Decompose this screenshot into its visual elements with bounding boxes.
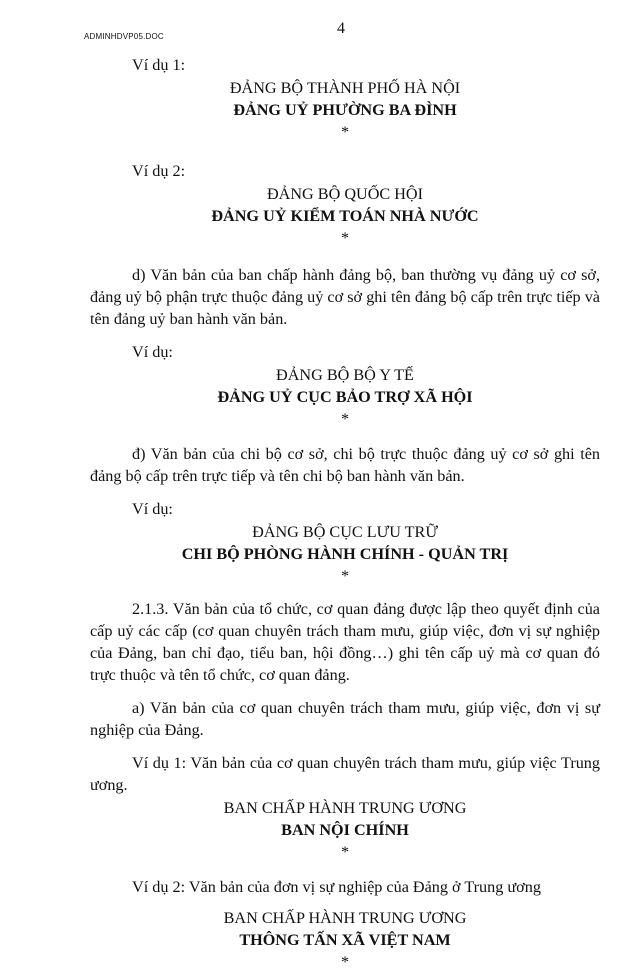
body-paragraph: a) Văn bản của cơ quan chuyên trách tham mưu, giúp việc, đơn vị sự nghiệp của Đảng.: [90, 699, 600, 739]
org-heading-parent: ĐẢNG BỘ QUỐC HỘI: [266, 185, 424, 203]
org-heading-parent: BAN CHẤP HÀNH TRUNG ƯƠNG: [223, 909, 467, 927]
org-heading-parent: BAN CHẤP HÀNH TRUNG ƯƠNG: [223, 799, 467, 817]
org-heading-issuer: ĐẢNG UỶ KIỂM TOÁN NHÀ NƯỚC: [211, 207, 479, 225]
example-label: Ví dụ:: [132, 343, 173, 361]
heading-star: *: [340, 843, 350, 861]
example-label: Ví dụ 1:: [132, 56, 186, 74]
example-label: Ví dụ:: [132, 500, 173, 518]
heading-star: *: [340, 123, 350, 141]
example-label: Ví dụ 2:: [132, 162, 186, 180]
org-heading: [90, 521, 600, 587]
org-heading-issuer: ĐẢNG UỶ CỤC BẢO TRỢ XÃ HỘI: [217, 388, 473, 406]
page-number: 4: [337, 20, 345, 37]
org-heading: [90, 907, 600, 973]
heading-star: *: [340, 567, 350, 585]
org-heading-issuer: THÔNG TẤN XÃ VIỆT NAM: [239, 931, 451, 949]
heading-star: *: [340, 410, 350, 428]
org-heading: [90, 364, 600, 430]
heading-star: *: [340, 229, 350, 247]
body-paragraph: Ví dụ 2: Văn bản của đơn vị sự nghiệp của Đảng ở Trung ương: [132, 878, 541, 896]
body-paragraph: Ví dụ 1: Văn bản của cơ quan chuyên trách tham mưu, giúp việc Trung ương.: [90, 754, 600, 794]
body-paragraph: 2.1.3. Văn bản của tổ chức, cơ quan đảng được lập theo quyết định của cấp uỷ các cấp (cơ quan chuyên trách tham mưu, giúp việc, đơn vị sự nghiệp của Đảng, ban chỉ đạo, tiểu ban, hội đồng…) ghi tên cấp uỷ mà cơ quan đó trực thuộc và tên tổ chức, cơ quan đảng.: [90, 600, 600, 684]
org-heading-parent: ĐẢNG BỘ THÀNH PHỐ HÀ NỘI: [229, 79, 461, 97]
body-paragraph: đ) Văn bản của chi bộ cơ sở, chi bộ trực thuộc đảng uỷ cơ sở ghi tên đảng bộ cấp trên trực tiếp và tên chi bộ ban hành văn bản.: [90, 445, 600, 485]
body-paragraph: d) Văn bản của ban chấp hành đảng bộ, ban thường vụ đảng uỷ cơ sở, đảng uỷ bộ phận trực thuộc đảng uỷ cơ sở ghi tên đảng bộ cấp trên trực tiếp và tên đảng uỷ ban hành văn bản.: [90, 266, 600, 328]
document-filename: ADMINHDVP05.DOC: [84, 32, 164, 41]
org-heading-parent: ĐẢNG BỘ CỤC LƯU TRỮ: [252, 523, 438, 541]
org-heading-issuer: CHI BỘ PHÒNG HÀNH CHÍNH - QUẢN TRỊ: [181, 545, 509, 563]
org-heading: [90, 183, 600, 249]
document-body: [90, 54, 600, 973]
org-heading-parent: ĐẢNG BỘ BỘ Y TẾ: [276, 366, 414, 384]
heading-star: *: [340, 953, 350, 971]
org-heading: [90, 797, 600, 863]
org-heading: [90, 77, 600, 143]
org-heading-issuer: ĐẢNG UỶ PHƯỜNG BA ĐÌNH: [233, 101, 457, 119]
org-heading-issuer: BAN NỘI CHÍNH: [281, 821, 409, 839]
